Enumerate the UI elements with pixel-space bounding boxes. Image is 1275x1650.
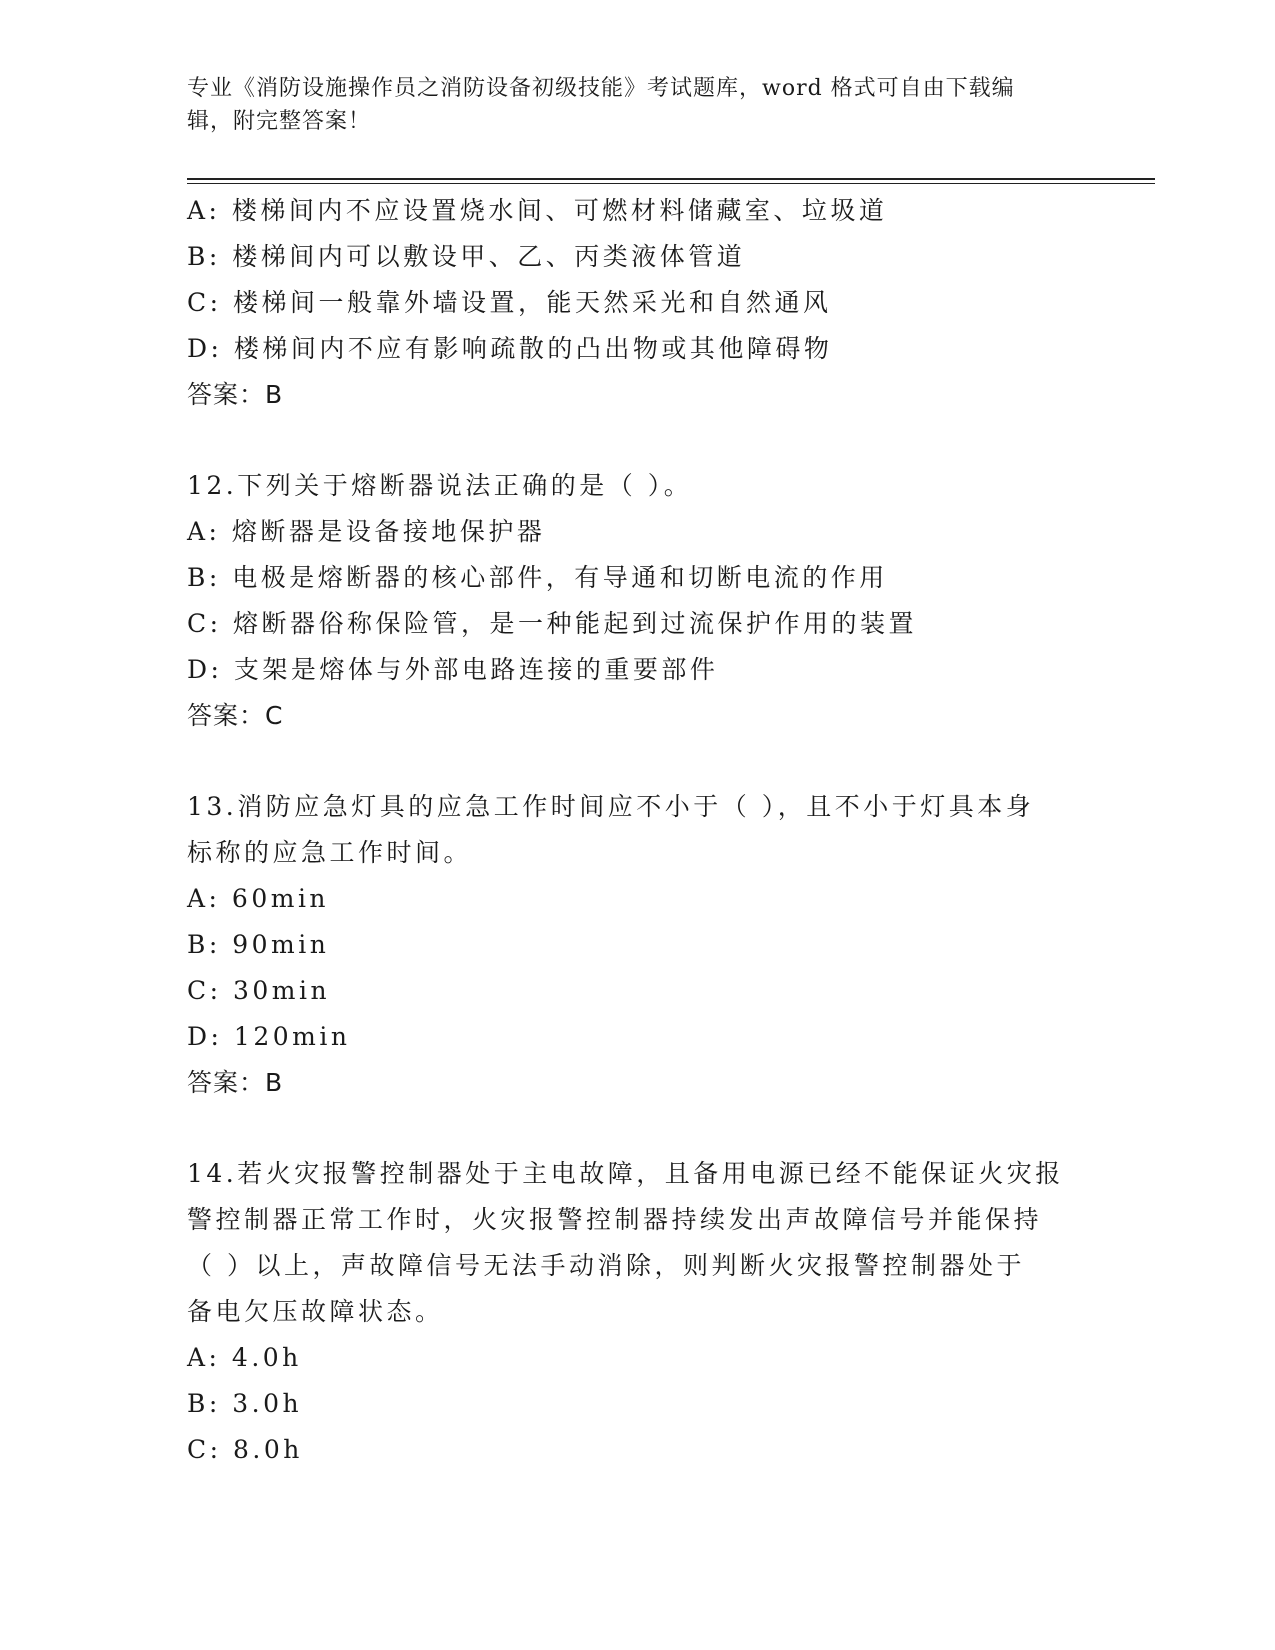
question-stem-line-3: （ ）以上，声故障信号无法手动消除，则判断火灾报警控制器处于 <box>187 1251 1025 1280</box>
option-a: A: 楼梯间内不应设置烧水间、可燃材料储藏室、垃圾道 <box>187 196 888 225</box>
header-line-2: 辑，附完整答案！ <box>187 109 372 134</box>
question-stem-line-4: 备电欠压故障状态。 <box>187 1297 444 1326</box>
answer: 答案：C <box>187 701 284 730</box>
option-d: D: 120min <box>187 1022 351 1051</box>
spacer <box>187 1106 1087 1151</box>
option-c: C: 8.0h <box>187 1435 303 1464</box>
spacer <box>187 739 1087 784</box>
spacer <box>187 418 1087 463</box>
header-divider <box>187 178 1155 184</box>
option-b: B: 电极是熔断器的核心部件，有导通和切断电流的作用 <box>187 563 888 592</box>
option-d: D: 支架是熔体与外部电路连接的重要部件 <box>187 655 719 684</box>
answer: 答案：B <box>187 380 284 409</box>
option-c: C: 熔断器俗称保险管，是一种能起到过流保护作用的装置 <box>187 609 918 638</box>
option-c: C: 楼梯间一般靠外墙设置，能天然采光和自然通风 <box>187 288 832 317</box>
option-a: A: 4.0h <box>187 1343 302 1372</box>
document-header <box>187 72 1087 138</box>
question-13 <box>187 784 1087 1106</box>
question-stem-line-2: 警控制器正常工作时，火灾报警控制器持续发出声故障信号并能保持 <box>187 1205 1043 1234</box>
option-c: C: 30min <box>187 976 331 1005</box>
question-11 <box>187 188 1087 418</box>
question-stem-line-1: 14.若火灾报警控制器处于主电故障，且备用电源已经不能保证火灾报 <box>187 1159 1064 1188</box>
question-stem-line-1: 13.消防应急灯具的应急工作时间应不小于（ ），且不小于灯具本身 <box>187 792 1035 821</box>
question-stem-line-2: 标称的应急工作时间。 <box>187 838 473 867</box>
option-b: B: 楼梯间内可以敷设甲、乙、丙类液体管道 <box>187 242 746 271</box>
question-12 <box>187 463 1087 739</box>
option-b: B: 90min <box>187 930 330 959</box>
option-d: D: 楼梯间内不应有影响疏散的凸出物或其他障碍物 <box>187 334 833 363</box>
option-a: A: 熔断器是设备接地保护器 <box>187 517 546 546</box>
answer: 答案：B <box>187 1068 284 1097</box>
question-14 <box>187 1151 1087 1473</box>
question-list <box>187 188 1087 1473</box>
question-stem: 12.下列关于熔断器说法正确的是（ ）。 <box>187 471 693 500</box>
option-b: B: 3.0h <box>187 1389 303 1418</box>
header-line-1: 专业《消防设施操作员之消防设备初级技能》考试题库，word 格式可自由下载编 <box>187 76 1015 101</box>
option-a: A: 60min <box>187 884 330 913</box>
